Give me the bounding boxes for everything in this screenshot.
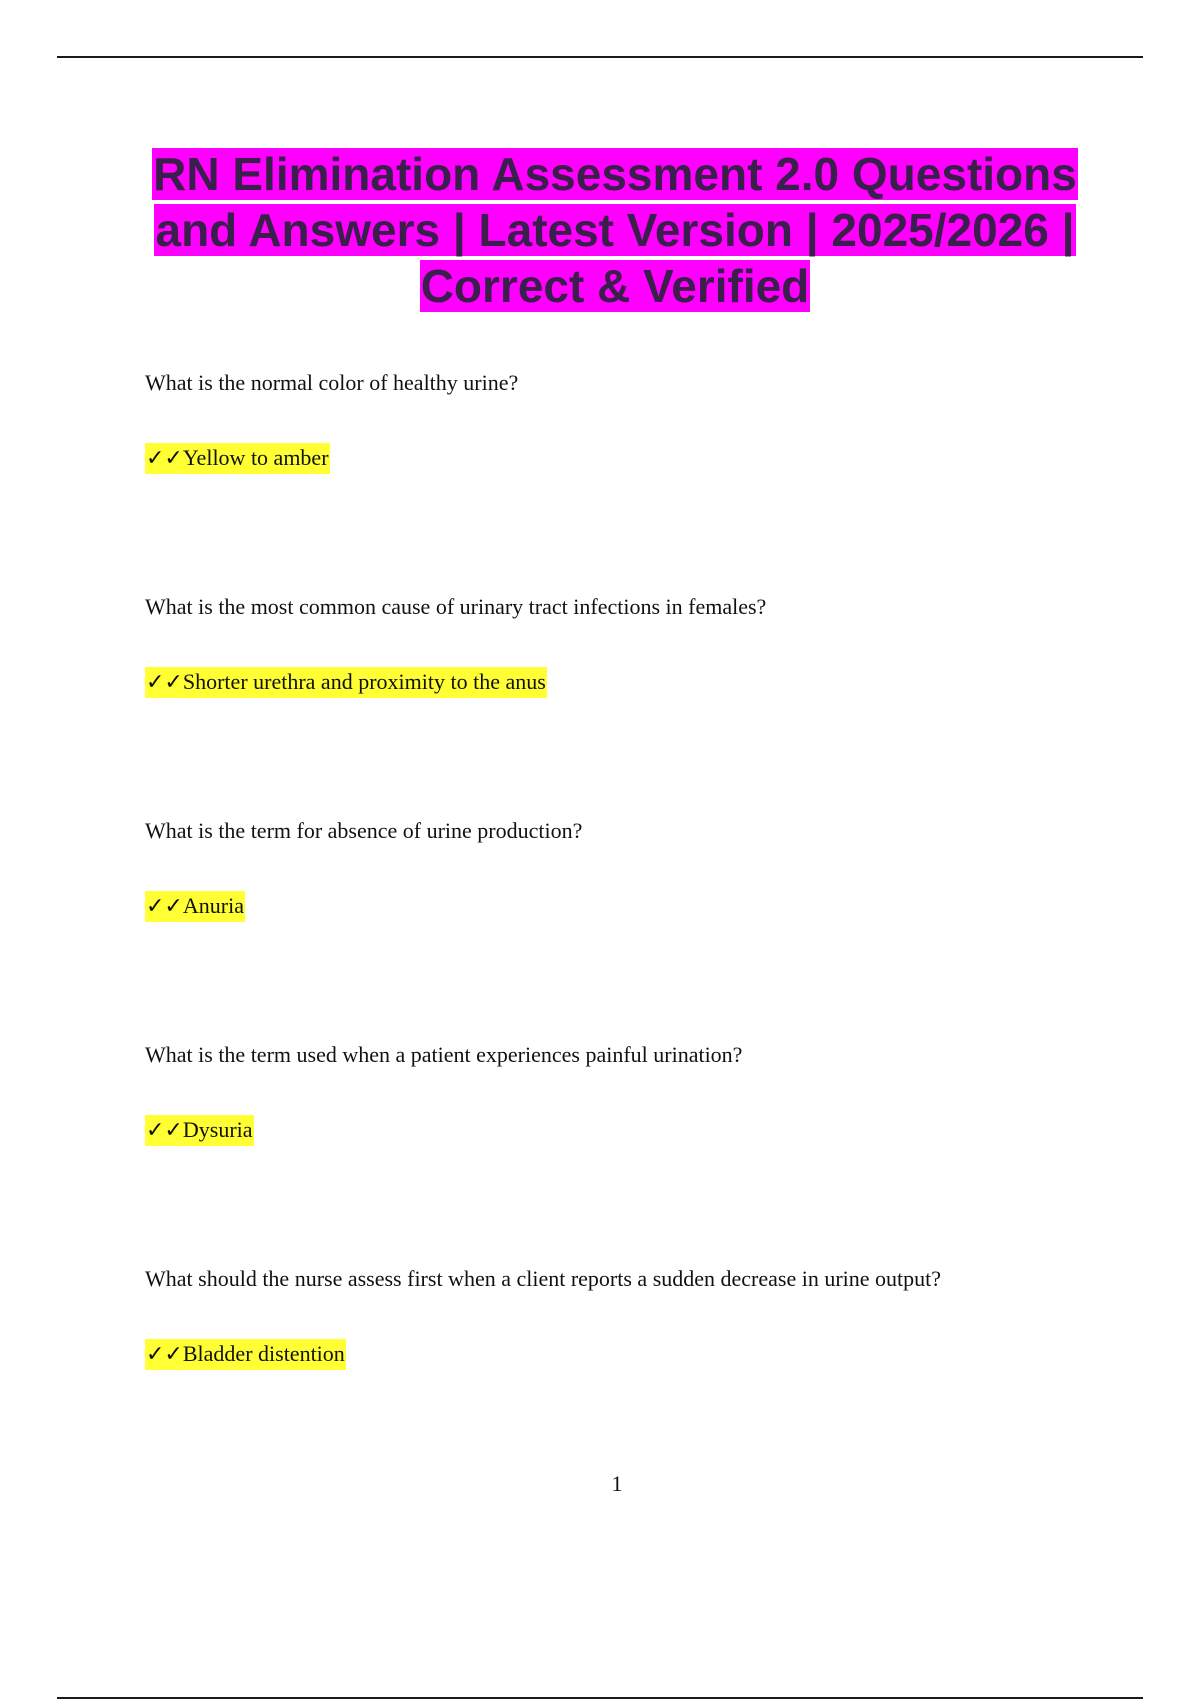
check-mark-icon: ✓✓ bbox=[146, 1342, 183, 1367]
page-number: 1 bbox=[611, 1471, 623, 1496]
answer-highlight bbox=[145, 1115, 254, 1146]
document-title bbox=[140, 146, 1090, 314]
title-highlight: RN Elimination Assessment 2.0 Questions and Answers | Latest Version | 2025/2026 | Correct & Verified bbox=[153, 148, 1077, 312]
answer-text: Dysuria bbox=[182, 1117, 253, 1142]
question-text: What should the nurse assess first when a client reports a sudden decrease in urine output? bbox=[145, 1266, 942, 1291]
footer-rule bbox=[57, 1697, 1143, 1699]
question-text: What is the term for absence of urine production? bbox=[145, 818, 583, 843]
qa-item bbox=[145, 1265, 1125, 1367]
qa-item bbox=[145, 369, 1125, 471]
answer-text: Anuria bbox=[182, 893, 244, 918]
answer-highlight bbox=[145, 443, 330, 474]
question-text: What is the most common cause of urinary tract infections in females? bbox=[145, 594, 767, 619]
answer-highlight bbox=[145, 891, 245, 922]
check-mark-icon: ✓✓ bbox=[146, 670, 183, 695]
answer-text: Yellow to amber bbox=[182, 445, 329, 470]
check-mark-icon: ✓✓ bbox=[146, 894, 183, 919]
question-text: What is the term used when a patient experiences painful urination? bbox=[145, 1042, 743, 1067]
check-mark-icon: ✓✓ bbox=[146, 1118, 183, 1143]
question-text: What is the normal color of healthy urine? bbox=[145, 370, 519, 395]
answer-highlight bbox=[145, 1339, 346, 1370]
qa-item bbox=[145, 593, 1125, 695]
answer-highlight bbox=[145, 667, 547, 698]
qa-item bbox=[145, 817, 1125, 919]
qa-item bbox=[145, 1041, 1125, 1143]
header-rule bbox=[57, 56, 1143, 58]
answer-text: Shorter urethra and proximity to the anus bbox=[182, 669, 546, 694]
answer-text: Bladder distention bbox=[182, 1341, 345, 1366]
check-mark-icon: ✓✓ bbox=[146, 446, 183, 471]
